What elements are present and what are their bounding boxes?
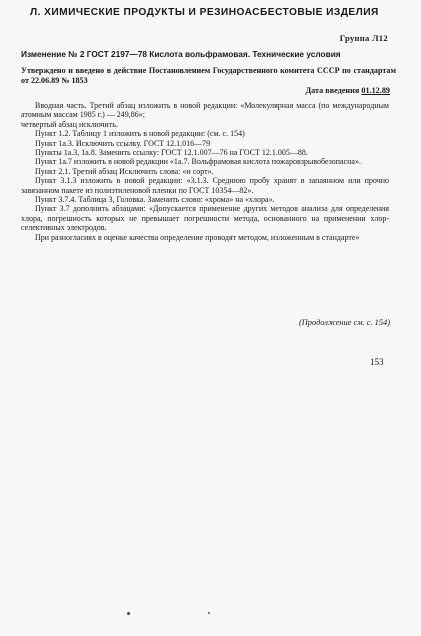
amendment-body xyxy=(21,101,389,242)
paragraph: Пункт 3.7.4. Таблица 3, Головка. Заменить слово: «хрома» на «хлора». xyxy=(35,195,275,205)
paragraph: Пункт 3.7 дополнить абзацами: «Допускается применение других методов анализа для определения хлора, погрешность которых не превышает погрешности метода, основанного на применении хлор-селективных электродов. xyxy=(21,204,389,233)
section-title: Л. ХИМИЧЕСКИЕ ПРОДУКТЫ И РЕЗИНОАСБЕСТОВЫЕ ИЗДЕЛИЯ xyxy=(30,7,379,18)
scan-speck xyxy=(208,612,210,614)
approval-statement: Утверждено и введено в действие Постановлением Государственного комитета СССР по стандартам от 22.06.89 № 1853 xyxy=(21,66,396,85)
paragraph: Пункт 1.2. Таблицу 1 изложить в новой редакции: (см. с. 154) xyxy=(35,129,245,139)
scan-speck xyxy=(127,612,130,615)
group-code: Группа Л12 xyxy=(339,33,388,43)
page-number: 153 xyxy=(370,357,384,367)
introduction-date-label: Дата введения xyxy=(305,86,362,95)
paragraph: Пункт 1а.3. Исключить ссылку. ГОСТ 12.1.016—79 xyxy=(35,138,211,148)
amendment-title: Изменение № 2 ГОСТ 2197—78 Кислота вольфрамовая. Технические условия xyxy=(21,49,341,59)
paragraph: Вводная часть. Третий абзац изложить в новой редакции: «Молекулярная масса (по международным атомным массам 1985 г.) — 249,86»; xyxy=(21,101,389,120)
paragraph: Пункт 3.1.3 изложить в новой редакции: «3.1.3. Среднюю пробу хранят в запаянном или прочно завязанном пакете из полиэтиленовой пленки по ГОСТ 10354—82». xyxy=(21,176,389,195)
paragraph: Пункт 2.1. Третий абзац Исключить слова: «и сорт». xyxy=(35,166,214,176)
paragraph: Пункты 1а.3, 1а.8. Заменить ссылку: ГОСТ 12.1.007—76 на ГОСТ 12.1.005—88. xyxy=(35,148,308,158)
paragraph: Пункт 1а.7 изложить в новой редакции «1а.7. Вольфрамовая кислота пожаровзрывобезопасна». xyxy=(35,157,361,167)
introduction-date-value: 01.12.89 xyxy=(361,86,390,95)
section-header xyxy=(30,7,395,18)
paragraph: четвертый абзац исключить. xyxy=(21,119,118,129)
continuation-note: (Продолжение см. с. 154) xyxy=(298,318,390,327)
paragraph: При разногласиях в оценке качества определение проводят методом, изложенным в стандарте» xyxy=(35,232,360,242)
introduction-date xyxy=(306,86,391,95)
